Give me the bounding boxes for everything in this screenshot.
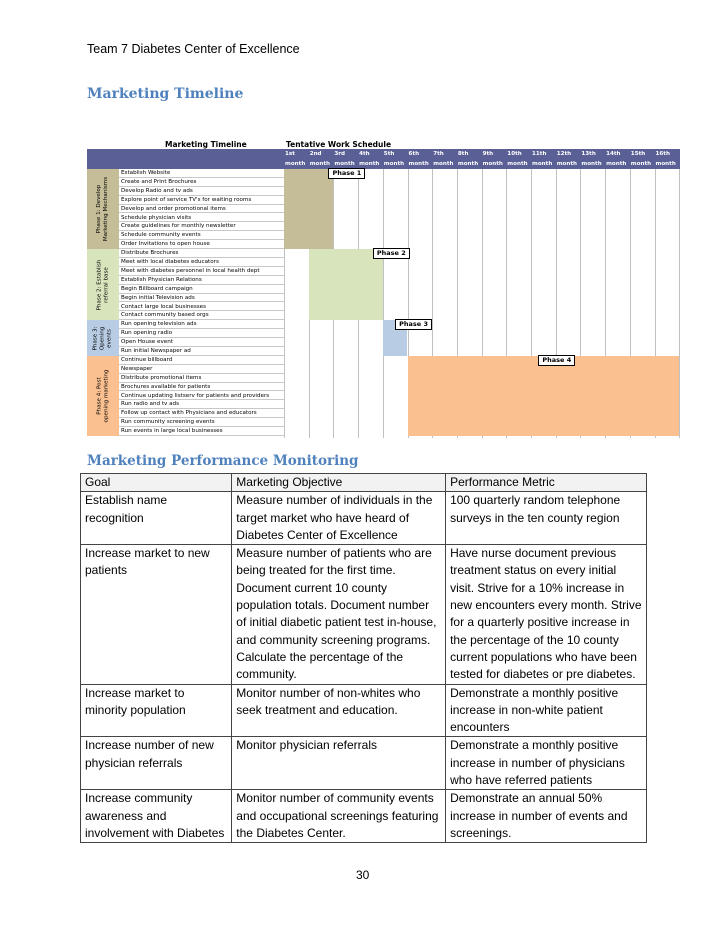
month-header xyxy=(284,149,309,169)
month-header xyxy=(605,149,630,169)
task-row: Establish Website xyxy=(119,169,284,178)
table-row xyxy=(81,790,647,843)
month-header xyxy=(358,149,383,169)
task-row: Create and Print Brochures xyxy=(119,178,284,187)
month-header-text: month xyxy=(532,161,553,167)
phase-tag: Phase 3 xyxy=(395,319,432,330)
month-header-text: month xyxy=(556,161,577,167)
month-header-text: 15th xyxy=(630,151,646,157)
table-row xyxy=(81,684,647,737)
month-header-text: 16th xyxy=(655,151,670,157)
header-metric: Performance Metric xyxy=(446,474,647,492)
task-row: Explore point of service TV's for waiting rooms xyxy=(119,196,284,205)
cell-objective: Monitor physician referrals xyxy=(232,737,446,790)
cell-goal: Increase number of new physician referrals xyxy=(81,737,232,790)
task-row: Begin Billboard campaign xyxy=(119,285,284,294)
task-row: Continue billboard xyxy=(119,356,284,365)
phase-tag: Phase 4 xyxy=(538,355,575,366)
phase-label-text: Phase 4: Post opening marketing xyxy=(96,369,110,423)
month-header-text: 5th xyxy=(383,151,395,157)
cell-goal: Increase market to new patients xyxy=(81,545,232,684)
task-row: Meet with diabetes personnel in local health dept xyxy=(119,267,284,276)
month-header xyxy=(482,149,507,169)
month-header xyxy=(630,149,655,169)
task-row: Meet with local diabetes educators xyxy=(119,258,284,267)
section-heading-monitoring: Marketing Performance Monitoring xyxy=(87,453,359,469)
month-header xyxy=(432,149,457,169)
month-header xyxy=(309,149,334,169)
task-row: Distribute Brochures xyxy=(119,249,284,258)
cell-metric: Demonstrate a monthly positive increase in number of physicians who have referred patients xyxy=(446,737,647,790)
month-header-text: month xyxy=(285,161,306,167)
gridline xyxy=(679,169,680,438)
month-header-text: 11th xyxy=(532,151,547,157)
month-header-text: month xyxy=(606,161,627,167)
month-header-text: 3rd xyxy=(334,151,346,157)
gridline xyxy=(383,169,384,438)
task-row: Schedule community events xyxy=(119,231,284,240)
month-header-text: 8th xyxy=(457,151,469,157)
page-number: 30 xyxy=(356,868,370,882)
month-header-text: month xyxy=(383,161,405,167)
month-header-text: month xyxy=(482,161,503,167)
month-header-text: 4th xyxy=(359,151,370,157)
table-row xyxy=(81,737,647,790)
task-row: Newspaper xyxy=(119,365,284,374)
month-header-text: month xyxy=(507,161,528,167)
task-row: Run opening television ads xyxy=(119,320,284,329)
task-row: Develop Radio and tv ads xyxy=(119,187,284,196)
task-row: Schedule physician visits xyxy=(119,214,284,223)
phase-label xyxy=(87,320,119,356)
month-header xyxy=(655,149,680,169)
cell-goal: Increase market to minority population xyxy=(81,684,232,737)
task-row: Run events in large local businesses xyxy=(119,427,284,436)
cell-objective: Measure number of individuals in the target market who have heard of Diabetes Center of Excellence xyxy=(232,492,446,545)
gantt-chart xyxy=(87,140,680,438)
table-row xyxy=(81,492,647,545)
cell-goal: Increase community awareness and involvement with Diabetes xyxy=(81,790,232,843)
month-header-text: 12th xyxy=(556,151,572,157)
month-header xyxy=(580,149,605,169)
month-header-text: 13th xyxy=(581,151,596,157)
task-row: Establish Physician Relations xyxy=(119,276,284,285)
task-row: Contact large local businesses xyxy=(119,303,284,312)
document-header: Team 7 Diabetes Center of Excellence xyxy=(87,42,300,56)
task-row: Run opening radio xyxy=(119,329,284,338)
task-row: Create guidelines for monthly newsletter xyxy=(119,222,284,231)
task-row: Run radio and tv ads xyxy=(119,400,284,409)
task-row: Open House event xyxy=(119,338,284,347)
month-header-text: month xyxy=(630,161,652,167)
phase-bar xyxy=(309,249,383,320)
task-row: Develop and order promotional items xyxy=(119,205,284,214)
header-objective: Marketing Objective xyxy=(232,474,446,492)
month-header xyxy=(408,149,433,169)
month-header-text: 6th xyxy=(408,151,420,157)
month-header xyxy=(333,149,358,169)
month-header-text: month xyxy=(581,161,602,167)
task-row: Run initial Newspaper ad xyxy=(119,347,284,356)
cell-objective: Monitor number of non-whites who seek treatment and education. xyxy=(232,684,446,737)
month-header xyxy=(506,149,531,169)
task-row: Begin initial Television ads xyxy=(119,294,284,303)
task-row: Distribute promotional items xyxy=(119,374,284,383)
cell-metric: Demonstrate a monthly positive increase in non-white patient encounters xyxy=(446,684,647,737)
month-header-text: month xyxy=(359,161,380,167)
phase-bar xyxy=(408,356,680,436)
month-header-text: 10th xyxy=(507,151,522,157)
phase-tag: Phase 1 xyxy=(328,168,365,179)
task-row: Run community screening events xyxy=(119,418,284,427)
phase-label xyxy=(87,169,119,249)
phase-tag: Phase 2 xyxy=(373,248,410,259)
table-header-row xyxy=(81,474,647,492)
cell-metric: Demonstrate an annual 50% increase in number of events and screenings. xyxy=(446,790,647,843)
section-heading-timeline: Marketing Timeline xyxy=(87,86,244,102)
phase-label xyxy=(87,249,119,320)
gantt-schedule-title: Tentative Work Schedule xyxy=(286,140,392,149)
phase-label-text: Phase 2: Establish referral base xyxy=(96,259,110,311)
cell-objective: Measure number of patients who are being treated for the first time. Document current 10 county population totals. Document number of initial diabetic patient test in-house, and community screening programs. Calculate the percentage of the community. xyxy=(232,545,446,684)
month-header xyxy=(531,149,556,169)
task-row: Brochures available for patients xyxy=(119,383,284,392)
cell-metric: 100 quarterly random telephone surveys in the ten county region xyxy=(446,492,647,545)
phase-label xyxy=(87,356,119,436)
month-header-text: month xyxy=(309,161,330,167)
month-header-text: month xyxy=(457,161,479,167)
table-row xyxy=(81,545,647,684)
month-header-text: 9th xyxy=(482,151,494,157)
month-header xyxy=(383,149,408,169)
gantt-title: Marketing Timeline xyxy=(165,140,247,149)
month-header xyxy=(556,149,581,169)
cell-goal: Establish name recognition xyxy=(81,492,232,545)
month-header-text: 14th xyxy=(606,151,621,157)
month-header-text: month xyxy=(655,161,676,167)
month-header-text: 2nd xyxy=(309,151,322,157)
month-header-text: month xyxy=(408,161,429,167)
cell-metric: Have nurse document previous treatment status on every initial visit. Strive for a 10% increase in new encounters every month. Strive for a quarterly positive increase in the percentage of the 10 county current populations who have been tested for diabetes or pre diabetes. xyxy=(446,545,647,684)
phase-label-text: Phase 3: Opening events xyxy=(92,326,113,351)
phase-label-text: Phase 1: Develop Marketing Mechanisms xyxy=(96,176,110,242)
task-row: Follow up contact with Physicians and educators xyxy=(119,409,284,418)
task-row: Order Invitations to open house xyxy=(119,240,284,249)
task-row: Contact community based orgs xyxy=(119,311,284,320)
performance-table xyxy=(80,473,647,843)
header-goal: Goal xyxy=(81,474,232,492)
month-header-text: month xyxy=(334,161,355,167)
month-header-text: month xyxy=(433,161,454,167)
month-header-text: 1st xyxy=(285,151,295,157)
month-header-text: 7th xyxy=(433,151,444,157)
cell-objective: Monitor number of community events and occupational screenings featuring the Diabetes Center. xyxy=(232,790,446,843)
phase-bar xyxy=(284,169,333,249)
task-row: Continue updating listserv for patients and providers xyxy=(119,392,284,401)
month-header xyxy=(457,149,482,169)
